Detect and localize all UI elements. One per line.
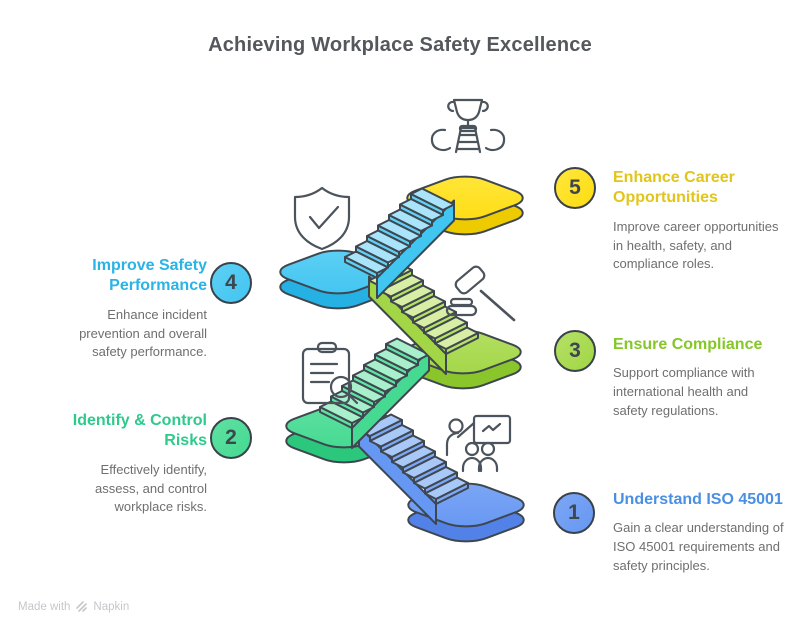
gavel-icon <box>447 265 514 320</box>
step-label-4 <box>57 256 207 362</box>
step-number: 5 <box>569 176 581 199</box>
step-title: Identify & Control Risks <box>72 412 207 450</box>
step-description: Support compliance with international health and safety regulations. <box>613 365 755 418</box>
watermark[interactable] <box>18 600 129 613</box>
step-title: Enhance Career Opportunities <box>613 169 735 207</box>
step-number: 3 <box>569 339 581 362</box>
step-circle-5 <box>554 167 596 209</box>
trophy-ladder-cloud-icon <box>432 100 504 152</box>
step-label-3 <box>613 335 785 421</box>
step-number: 2 <box>225 426 237 449</box>
step-title: Ensure Compliance <box>613 336 763 353</box>
step-circle-2 <box>210 417 252 459</box>
step-label-5 <box>613 168 785 274</box>
step-circle-4 <box>210 262 252 304</box>
shield-check-icon <box>295 188 349 249</box>
step-number: 1 <box>568 501 580 524</box>
step-label-2 <box>57 411 207 517</box>
watermark-prefix: Made with <box>18 600 71 613</box>
step-description: Enhance incident prevention and overall safety performance. <box>79 306 207 360</box>
step-label-1 <box>613 490 785 576</box>
clipboard-search-icon <box>303 343 357 403</box>
step-title: Improve Safety Performance <box>92 257 207 295</box>
training-presentation-icon <box>447 416 510 471</box>
step-title: Understand ISO 45001 <box>613 491 783 508</box>
step-description: Improve career opportunities in health, safety, and compliance roles. <box>613 218 779 272</box>
step-circle-3 <box>554 330 596 372</box>
step-description: Effectively identify, assess, and control workplace risks. <box>94 461 207 515</box>
napkin-logo-icon <box>75 600 88 613</box>
step-circle-1 <box>553 492 595 534</box>
watermark-brand: Napkin <box>93 600 130 613</box>
page-title: Achieving Workplace Safety Excellence <box>208 34 592 56</box>
step-description: Gain a clear understanding of ISO 45001 requirements and safety principles. <box>613 520 784 573</box>
step-number: 4 <box>225 271 237 294</box>
